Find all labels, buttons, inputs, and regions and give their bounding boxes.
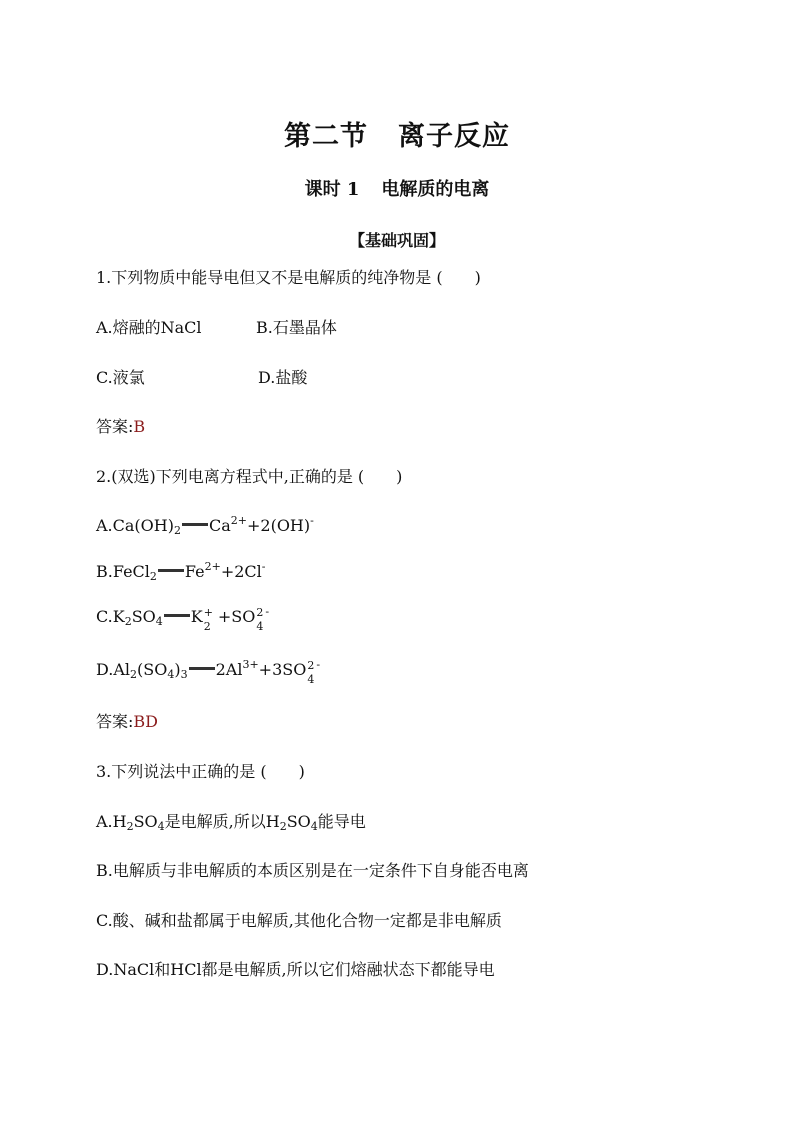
answer-value: BD xyxy=(133,712,158,731)
question-2-option-b: B.FeCl$_2$ $Fe^{2+}+2Cl^-$ xyxy=(96,560,266,583)
equals-sign-icon xyxy=(182,523,208,526)
question-2-option-d: $D.Al_2(SO_4)_3$ $2Al^{3+}+3SO$ 2 4 - xyxy=(96,658,321,686)
page-title xyxy=(0,114,794,153)
question-1-answer xyxy=(96,415,145,439)
question-1-stem: 1.下列物质中能导电但又不是电解质的纯净物是 ( ) xyxy=(96,268,481,287)
question-2-option-a: $A.Ca(OH)_2$ $Ca^{2+}+2(OH)^-$ xyxy=(96,514,314,537)
equals-sign-icon xyxy=(189,667,215,670)
subtitle-topic: 电解质的电离 xyxy=(381,179,490,200)
answer-label: 答案: xyxy=(96,712,134,731)
equals-sign-icon xyxy=(158,569,184,572)
question-3-option-d: D.NaCl和HCl都是电解质,所以它们熔融状态下都能导电 xyxy=(96,960,495,979)
section-heading: 【基础巩固】 xyxy=(348,231,445,250)
title-section-number: 第二节 xyxy=(284,121,368,152)
question-3-option-b: B.电解质与非电解质的本质区别是在一定条件下自身能否电离 xyxy=(96,861,529,880)
question-2-option-c: $C.K_2SO_4$ K + 2 +SO 2 4 - xyxy=(96,605,270,633)
question-3-option-a: $A.H_2SO_4$是电解质,所以$H_2SO_4$能导电 xyxy=(96,812,366,833)
question-1-option-c: C.液氯 xyxy=(96,368,145,387)
answer-label: 答案: xyxy=(96,417,134,436)
question-3-option-c: C.酸、碱和盐都属于电解质,其他化合物一定都是非电解质 xyxy=(96,911,502,930)
question-1-options-row1 xyxy=(96,316,337,340)
question-1-options-row2 xyxy=(96,366,307,390)
question-1-option-b: B.石墨晶体 xyxy=(256,318,337,337)
question-2-answer xyxy=(96,710,158,734)
lesson-subtitle xyxy=(0,175,794,201)
answer-value: B xyxy=(133,417,146,436)
question-3-stem: 3.下列说法中正确的是 ( ) xyxy=(96,762,305,781)
subtitle-lesson-number: 课时 1 xyxy=(304,179,360,200)
title-topic: 离子反应 xyxy=(398,121,510,152)
question-1-option-a: A.熔融的NaCl xyxy=(96,318,202,337)
question-1-option-d: D.盐酸 xyxy=(258,368,308,387)
question-2-stem: 2.(双选)下列电离方程式中,正确的是 ( ) xyxy=(96,467,403,486)
equals-sign-icon xyxy=(164,614,190,617)
